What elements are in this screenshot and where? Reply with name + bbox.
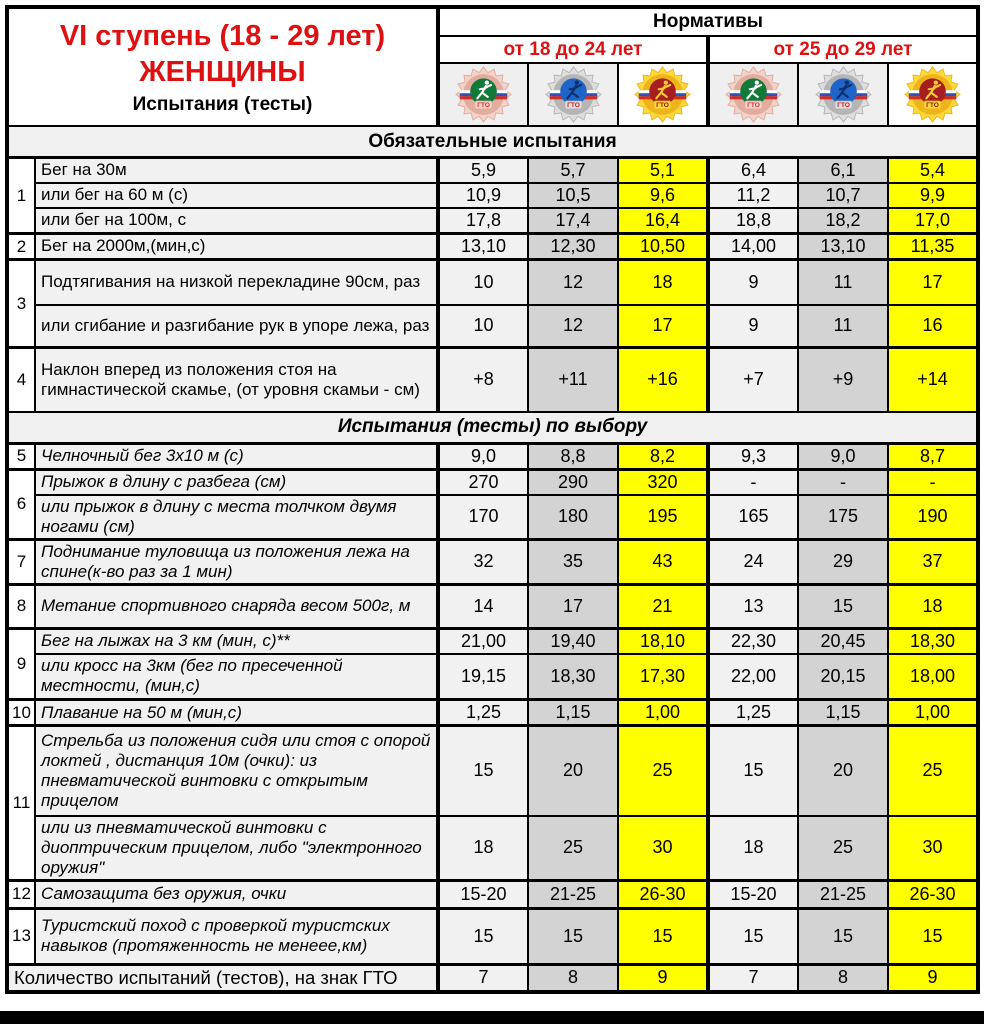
value-cell: 8,8 xyxy=(528,443,618,469)
value-cell: 7 xyxy=(438,964,528,992)
test-label: Самозащита без оружия, очки xyxy=(35,880,438,908)
value-cell: 15 xyxy=(888,908,978,964)
row-number: 13 xyxy=(7,908,35,964)
row-number: 3 xyxy=(7,260,35,348)
value-cell: 8 xyxy=(798,964,888,992)
value-cell: 290 xyxy=(528,469,618,495)
value-cell: +8 xyxy=(438,348,528,412)
value-cell: 190 xyxy=(888,495,978,540)
value-cell: - xyxy=(798,469,888,495)
value-cell: +11 xyxy=(528,348,618,412)
value-cell: 18,00 xyxy=(888,654,978,700)
value-cell: 15 xyxy=(708,726,798,816)
test-label: Наклон вперед из положения стоя на гимнастической скамье, (от уровня скамьи - см) xyxy=(35,348,438,412)
value-cell: 6,4 xyxy=(708,158,798,184)
value-cell: 15-20 xyxy=(708,880,798,908)
value-cell: 37 xyxy=(888,539,978,584)
row-number: 7 xyxy=(7,539,35,584)
table-row xyxy=(7,158,978,184)
value-cell: 15 xyxy=(528,908,618,964)
value-cell: 1,25 xyxy=(708,700,798,726)
bronze-gto-badge xyxy=(725,66,782,123)
row-number: 6 xyxy=(7,469,35,539)
silver-gto-badge xyxy=(815,66,872,123)
value-cell: 180 xyxy=(528,495,618,540)
value-cell: 9 xyxy=(708,305,798,348)
value-cell: 32 xyxy=(438,539,528,584)
value-cell: 5,7 xyxy=(528,158,618,184)
value-cell: 1,00 xyxy=(888,700,978,726)
bottom-bar xyxy=(0,1011,984,1024)
test-label: или бег на 100м, с xyxy=(35,208,438,234)
value-cell: 11 xyxy=(798,305,888,348)
value-cell: 26-30 xyxy=(888,880,978,908)
value-cell: 18 xyxy=(888,584,978,628)
value-cell: 20 xyxy=(528,726,618,816)
value-cell: 21-25 xyxy=(798,880,888,908)
value-cell: 35 xyxy=(528,539,618,584)
table-row xyxy=(7,908,978,964)
normativy-header: Нормативы xyxy=(438,7,978,36)
value-cell: 18 xyxy=(708,816,798,881)
value-cell: 17,8 xyxy=(438,208,528,234)
value-cell: 14,00 xyxy=(708,234,798,260)
value-cell: 25 xyxy=(528,816,618,881)
bronze-gto-badge xyxy=(455,66,512,123)
value-cell: 320 xyxy=(618,469,708,495)
value-cell: 9,0 xyxy=(798,443,888,469)
value-cell: 7 xyxy=(708,964,798,992)
table-row xyxy=(7,816,978,881)
row-number: 10 xyxy=(7,700,35,726)
value-cell: 15-20 xyxy=(438,880,528,908)
value-cell: 17,4 xyxy=(528,208,618,234)
value-cell: 11,35 xyxy=(888,234,978,260)
value-cell: 5,4 xyxy=(888,158,978,184)
standards-table xyxy=(5,5,980,994)
value-cell: 9,6 xyxy=(618,183,708,208)
value-cell: 8 xyxy=(528,964,618,992)
value-cell: 10,5 xyxy=(528,183,618,208)
value-cell: 30 xyxy=(888,816,978,881)
silver-badge-cell-18-24 xyxy=(528,63,618,126)
table-row xyxy=(7,726,978,816)
value-cell: - xyxy=(888,469,978,495)
value-cell: +7 xyxy=(708,348,798,412)
value-cell: 22,00 xyxy=(708,654,798,700)
value-cell: 19,40 xyxy=(528,628,618,654)
value-cell: 13,10 xyxy=(438,234,528,260)
tests-subtitle: Испытания (тесты) xyxy=(132,94,313,116)
table-row xyxy=(7,469,978,495)
value-cell: 21,00 xyxy=(438,628,528,654)
value-cell: 5,1 xyxy=(618,158,708,184)
value-cell: 8,2 xyxy=(618,443,708,469)
footer-label: Количество испытаний (тестов), на знак ГТО xyxy=(7,964,438,992)
row-number: 2 xyxy=(7,234,35,260)
row-number: 5 xyxy=(7,443,35,469)
value-cell: 9,0 xyxy=(438,443,528,469)
value-cell: +14 xyxy=(888,348,978,412)
gold-gto-badge xyxy=(634,66,691,123)
row-number: 9 xyxy=(7,628,35,700)
gold-badge-cell-25-29 xyxy=(888,63,978,126)
value-cell: 16,4 xyxy=(618,208,708,234)
value-cell: 1,00 xyxy=(618,700,708,726)
value-cell: 17 xyxy=(528,584,618,628)
value-cell: 20,45 xyxy=(798,628,888,654)
value-cell: 175 xyxy=(798,495,888,540)
value-cell: 43 xyxy=(618,539,708,584)
value-cell: 17,0 xyxy=(888,208,978,234)
value-cell: 26-30 xyxy=(618,880,708,908)
value-cell: 18 xyxy=(438,816,528,881)
svg-text:ГТО: ГТО xyxy=(477,102,490,110)
table-row xyxy=(7,584,978,628)
value-cell: 10 xyxy=(438,260,528,305)
total-tests-row xyxy=(7,964,978,992)
gold-badge-cell-18-24 xyxy=(618,63,708,126)
value-cell: 29 xyxy=(798,539,888,584)
table-row xyxy=(7,305,978,348)
table-row xyxy=(7,234,978,260)
value-cell: 9,9 xyxy=(888,183,978,208)
value-cell: 18,30 xyxy=(888,628,978,654)
value-cell: 195 xyxy=(618,495,708,540)
row-number: 4 xyxy=(7,348,35,412)
table-row xyxy=(7,495,978,540)
test-label: или сгибание и разгибание рук в упоре лежа, раз xyxy=(35,305,438,348)
row-number: 11 xyxy=(7,726,35,881)
value-cell: 15 xyxy=(438,908,528,964)
value-cell: 21 xyxy=(618,584,708,628)
value-cell: 21-25 xyxy=(528,880,618,908)
table-row xyxy=(7,654,978,700)
value-cell: 8,7 xyxy=(888,443,978,469)
value-cell: 30 xyxy=(618,816,708,881)
row-number: 12 xyxy=(7,880,35,908)
test-label: Бег на 30м xyxy=(35,158,438,184)
gold-gto-badge xyxy=(904,66,961,123)
test-label: Стрельба из положения сидя или стоя с опорой локтей , дистанция 10м (очки): из пневматической винтовки с открытым прицелом xyxy=(35,726,438,816)
svg-text:ГТО: ГТО xyxy=(747,102,760,110)
value-cell: 10,9 xyxy=(438,183,528,208)
value-cell: 25 xyxy=(618,726,708,816)
value-cell: 12 xyxy=(528,260,618,305)
value-cell: 15 xyxy=(798,584,888,628)
value-cell: 12,30 xyxy=(528,234,618,260)
table-body xyxy=(7,126,978,992)
value-cell: - xyxy=(708,469,798,495)
silver-gto-badge xyxy=(545,66,602,123)
test-label: Бег на лыжах на 3 км (мин, с)** xyxy=(35,628,438,654)
value-cell: 24 xyxy=(708,539,798,584)
value-cell: 20 xyxy=(798,726,888,816)
value-cell: +16 xyxy=(618,348,708,412)
title-block xyxy=(7,7,438,126)
svg-text:ГТО: ГТО xyxy=(656,102,669,110)
value-cell: 18,10 xyxy=(618,628,708,654)
value-cell: 17,30 xyxy=(618,654,708,700)
value-cell: 270 xyxy=(438,469,528,495)
svg-text:ГТО: ГТО xyxy=(566,102,580,110)
section-header: Обязательные испытания xyxy=(7,126,978,158)
stage-title: VI ступень (18 - 29 лет) xyxy=(59,19,386,52)
value-cell: 14 xyxy=(438,584,528,628)
value-cell: 12 xyxy=(528,305,618,348)
value-cell: 11 xyxy=(798,260,888,305)
row-number: 8 xyxy=(7,584,35,628)
bronze-badge-cell-18-24 xyxy=(438,63,528,126)
age-group-25-29: от 25 до 29 лет xyxy=(708,36,978,63)
table-row xyxy=(7,880,978,908)
value-cell: 5,9 xyxy=(438,158,528,184)
value-cell: 25 xyxy=(888,726,978,816)
value-cell: 15 xyxy=(708,908,798,964)
value-cell: 18 xyxy=(618,260,708,305)
table-row xyxy=(7,443,978,469)
test-label: или кросс на 3км (бег по пресеченной местности, (мин,с) xyxy=(35,654,438,700)
row-number: 1 xyxy=(7,158,35,234)
value-cell: 18,2 xyxy=(798,208,888,234)
value-cell: +9 xyxy=(798,348,888,412)
value-cell: 15 xyxy=(438,726,528,816)
table-row xyxy=(7,348,978,412)
value-cell: 6,1 xyxy=(798,158,888,184)
age-group-18-24: от 18 до 24 лет xyxy=(438,36,708,63)
section-header: Испытания (тесты) по выбору xyxy=(7,412,978,444)
normativy-row xyxy=(7,7,978,36)
value-cell: 1,25 xyxy=(438,700,528,726)
value-cell: 9,3 xyxy=(708,443,798,469)
value-cell: 11,2 xyxy=(708,183,798,208)
value-cell: 10,7 xyxy=(798,183,888,208)
value-cell: 9 xyxy=(618,964,708,992)
value-cell: 13 xyxy=(708,584,798,628)
value-cell: 16 xyxy=(888,305,978,348)
value-cell: 20,15 xyxy=(798,654,888,700)
test-label: или из пневматической винтовки с диоптрическим прицелом, либо "электронного оружия" xyxy=(35,816,438,881)
test-label: или прыжок в длину с места толчком двумя ногами (см) xyxy=(35,495,438,540)
test-label: Поднимание туловища из положения лежа на спине(к-во раз за 1 мин) xyxy=(35,539,438,584)
svg-text:ГТО: ГТО xyxy=(926,102,939,110)
value-cell: 13,10 xyxy=(798,234,888,260)
value-cell: 10,50 xyxy=(618,234,708,260)
test-label: или бег на 60 м (с) xyxy=(35,183,438,208)
table-row xyxy=(7,183,978,208)
value-cell: 10 xyxy=(438,305,528,348)
value-cell: 22,30 xyxy=(708,628,798,654)
value-cell: 1,15 xyxy=(528,700,618,726)
table-row xyxy=(7,208,978,234)
value-cell: 15 xyxy=(798,908,888,964)
table-row xyxy=(7,628,978,654)
value-cell: 15 xyxy=(618,908,708,964)
gender-title: ЖЕНЩИНЫ xyxy=(139,56,306,88)
test-label: Метание спортивного снаряда весом 500г, м xyxy=(35,584,438,628)
test-label: Челночный бег 3х10 м (с) xyxy=(35,443,438,469)
value-cell: 17 xyxy=(618,305,708,348)
silver-badge-cell-25-29 xyxy=(798,63,888,126)
test-label: Туристский поход с проверкой туристских навыков (протяженность не менеее,км) xyxy=(35,908,438,964)
table-row xyxy=(7,700,978,726)
table-row xyxy=(7,539,978,584)
test-label: Подтягивания на низкой перекладине 90см, раз xyxy=(35,260,438,305)
test-label: Прыжок в длину с разбега (см) xyxy=(35,469,438,495)
value-cell: 1,15 xyxy=(798,700,888,726)
value-cell: 165 xyxy=(708,495,798,540)
value-cell: 9 xyxy=(708,260,798,305)
bronze-badge-cell-25-29 xyxy=(708,63,798,126)
test-label: Плавание на 50 м (мин,с) xyxy=(35,700,438,726)
value-cell: 18,8 xyxy=(708,208,798,234)
value-cell: 170 xyxy=(438,495,528,540)
value-cell: 19,15 xyxy=(438,654,528,700)
value-cell: 18,30 xyxy=(528,654,618,700)
table-row xyxy=(7,260,978,305)
value-cell: 25 xyxy=(798,816,888,881)
value-cell: 9 xyxy=(888,964,978,992)
svg-text:ГТО: ГТО xyxy=(836,102,850,110)
value-cell: 17 xyxy=(888,260,978,305)
test-label: Бег на 2000м,(мин,с) xyxy=(35,234,438,260)
